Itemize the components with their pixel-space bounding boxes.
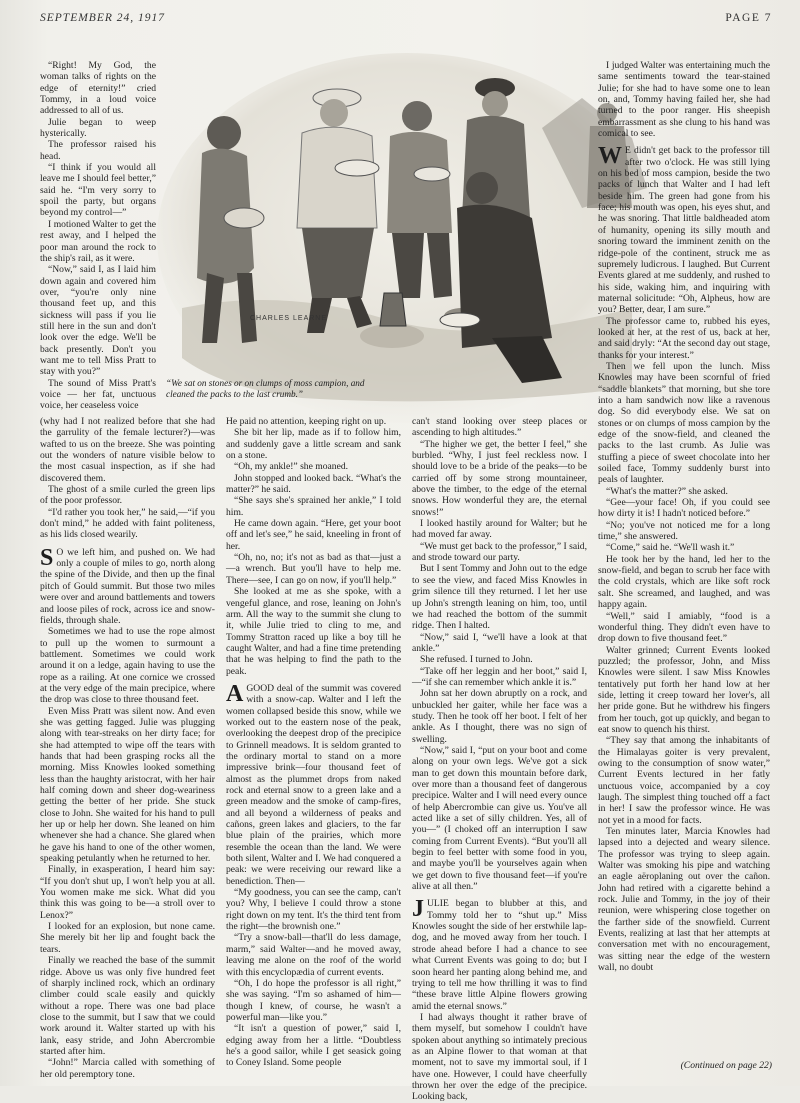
paragraph: GOOD deal of the summit was covered with a snow-cap. Walter and I left the women collapsed beside this snow, while we worked out to the eastern nose of the peak, overlooking the deepest drop of the precipice to Grinnell meadows. It is seldom granted to the ordinary mortal to stand on a more impressive brink—four thousand feet of almost as the plummet drops from naked rock and eternal snow to a green lake and a green meadow and the smoke of camp-fires, and all beyond a wilderness of peaks and cañons, green lakes and glaciers, to the far blue plain of the prairies, which more resemble the ocean than the land. We were both silent, Walter and I. We had conquered a peak: we were receiving our reward like a benediction. Then— — [226, 682, 401, 887]
drop-cap: J — [412, 896, 424, 923]
column-3 — [412, 416, 587, 1103]
paragraph: “My goodness, you can see the camp, can't you? Why, I believe I could throw a stone right down on my tent. It's the third tent from the right—the brownish one.” — [226, 887, 401, 933]
paragraph: “No; you've not noticed me for a long time,” she answered. — [598, 519, 770, 543]
issue-date: SEPTEMBER 24, 1917 — [40, 12, 165, 24]
running-head — [40, 12, 772, 24]
paragraph: The professor came to, rubbed his eyes, looked at her, at the rest of us, back at her, and said dryly: “At the second day out stage, thanks for your interest.” — [598, 315, 770, 361]
paragraph: She refused. I turned to John. — [420, 654, 533, 666]
paragraph: “Now,” said I, as I laid him down again and covered him over, “you're only nine thousand feet up, and this sickness will pass if you lie still here in the sun and don't look over the edge. We'll be back presently. Don't you want me to tell Miss Pratt to stay with you?” — [40, 264, 156, 378]
paragraph: “Now,” said I, “put on your boot and come along on your own legs. We've got a sick man to get down this mountain before dark, over more than a thousand feet of dangerous precipice. Walter and I will need every ounce of help Abercrombie can give us. You've all acted like a set of silly children. Yes, all of you—” (I choked off an interruption I saw coming from Current Events). “But you'll all begin to feel better with some food in you, and maybe you'll be yourselves again when we get down to five thousand feet—if you're alive at all then.” — [412, 744, 587, 893]
paragraph: “Oh, my ankle!” she moaned. — [234, 461, 349, 473]
paragraph: “Now,” said I, “we'll have a look at that ankle.” — [412, 631, 587, 654]
paragraph: I had always thought it rather brave of them myself, but somehow I couldn't have spoken about anything so intimately precious as an Alpine flower to that woman at that moment, not to save my immortal soul, if I have one. However, I could have cheerfully thrown her over the edge of the precipice. Looking back, — [412, 1011, 587, 1103]
paragraph: I looked for an explosion, but none came. She merely bit her lip and fought back the tears. — [40, 921, 215, 955]
paragraph: Sometimes we had to use the rope almost to pull up the women to surmount a battlement. Sometimes we could work around it on a ledge, again having to use the rope as a railing. At one cornice we crossed at the very edge of the main precipice, where the drop was close to three thousand feet. — [40, 626, 215, 706]
paragraph: “I think if you would all leave me I should feel better,” said he. “I'm very sorry to spoil the party, but organs beyond my control—” — [40, 162, 156, 219]
paragraph: “I'd rather you took her,” he said,—“if you don't mind,” he added with faint politeness, as his lids closed wearily. — [40, 506, 215, 541]
paragraph: “Try a snow-ball—that'll do less damage, marm,” said Walter—and he moved away, leaving me alone on the roof of the world with this encyclopædia of current events. — [226, 932, 401, 978]
paragraph: The professor raised his head. — [40, 139, 156, 162]
illustration-caption: “We sat on stones or on clumps of moss campion, and cleaned the packs to the last crumb.” — [166, 378, 365, 399]
paragraph: She looked at me as she spoke, with a vengeful glance, and rose, leaning on John's arm. All the way to the summit she clung to it, while Julie tried to cling to me, and Tommy Stratton raced up like a boy till he caught Walter, and had a fine time pretending that he was helping to find the path to the peak. — [226, 586, 401, 677]
column-1 — [40, 416, 215, 1080]
paragraph: Finally, in exasperation, I heard him say: “If you don't shut up, I won't help you at all. You women make me sick. What did you think this was going to be—a stroll over to Lenox?” — [40, 864, 215, 921]
paragraph: “Oh, I do hope the professor is all right,” she was saying. “I'm so ashamed of him—though I knew, of course, he wasn't a powerful man—like you.” — [226, 977, 401, 1023]
paragraph: E didn't get back to the professor till after two o'clock. He was still lying on his bed of moss campion, beside the two packs of lunch that Walter and I had left beside him. The green had gone from his face; his mouth was open, his eyes shut, and he was snoring. That little baldheaded atom of humanity, opening its silly mouth and snoring toward the imminent zenith on the ridge-pole of the continent, struck me as supremely ludicrous. I laughed. But Current Events glared at me suddenly, and rushed to his side, waking him, and inquiring with maternal solicitude: “Oh, Alpheus, how are you? Better, dear, I am sure.” — [598, 145, 770, 316]
paragraph: “She says she's sprained her ankle,” I told him. — [226, 495, 401, 518]
paragraph: “What's the matter?” she asked. — [606, 485, 728, 497]
column-4 — [598, 60, 770, 1056]
paragraph: Walter grinned; Current Events looked puzzled; the professor, John, and Miss Knowles were silent. I saw Miss Knowles tentatively put forth her hand low at her side, letting it creep toward her lover's, all her pride gone. But he withdrew his fingers from her touch, got up quickly, and began to eat snow to quench his thirst. — [598, 644, 770, 735]
page-number: PAGE 7 — [725, 12, 772, 24]
paragraph: (why had I not realized before that she had the garrulity of the female lecturer?)—was wafted to us on the breeze. She was pointing out the wonders of nature visible below to the most casual inspection, as if she had discovered them. — [40, 416, 215, 484]
paragraph: Julie began to weep hysterically. — [40, 116, 156, 140]
paragraph: “Gee—your face! Oh, if you could see how dirty it is! I hadn't noticed before.” — [598, 497, 770, 520]
continued-notice: (Continued on page 22) — [680, 1060, 772, 1071]
drop-cap: W — [598, 143, 622, 170]
drop-cap: S — [40, 544, 54, 571]
paragraph: Even Miss Pratt was silent now. And even she was getting fagged. Julie was plugging along with tear-streaks on her dirty face; for she had attempted to wipe off the tears with hands that had been grasping rocks all the morning. Miss Knowles looked something less than the haughty aristocrat, with her hair half coming down and sheer dog-weariness getting the better of her pride. She stuck close to John. She waited for his hand to pull her up or help her down. She leaned on him whenever she had a chance. She glared when he gave his hand to one of the other women, speaking petulantly when he returned to her. — [40, 705, 215, 865]
column-1-top — [40, 60, 156, 412]
campfire-sketch-icon — [162, 58, 652, 410]
paragraph: I judged Walter was entertaining much the same sentiments toward the tear-stained Julie; for she had to have some one to lean on, and, Tommy having failed her, she had turned to the poor ranger. His sheepish embarrassment as she clung to his hand was comical to see. — [598, 60, 770, 140]
paragraph: O we left him, and pushed on. We had only a couple of miles to go, north along the spine of the Divide, and then up the final pitch of Gould summit. But those two miles were over and around battlements and towers and loose piles of rock, across ice and snow-fields, through shale. — [40, 546, 215, 626]
paragraph: “Right! My God, the woman talks of rights on the edge of eternity!” cried Tommy, in a loud voice addressed to all of us. — [40, 60, 156, 117]
paragraph: Ten minutes later, Marcia Knowles had lapsed into a dejected and weary silence. The professor was trying to sleep again. Walter was smoking his pipe and watching an eagle aëroplaning out over the cañon. John had retired with a cigarette behind a rock. Julie and Tommy, in the joy of their reunion, were whispering close together on the farther side of the snowfield. Current Events, realizing at last that her attempts at conversation met with no encouragement, was sitting near the edge of the western wall, no doubt — [598, 826, 770, 974]
paragraph: John stopped and looked back. “What's the matter?” he said. — [226, 472, 401, 496]
paragraph: can't stand looking over steep places or ascending to high altitudes.” — [412, 416, 587, 439]
paragraph: ULIE began to blubber at this, and Tommy told her to “shut up.” Miss Knowles sought the side of her erstwhile lap-dog, and he moved away from her touch. I strode ahead before I had a chance to see what Current Events was going to do; but I soon heard her panting along behind me, and trying to tell me how thrilling it was to find “these brave little Alpine flowers growing amid the eternal snows.” — [412, 898, 587, 1012]
paragraph: “Take off her leggin and her boot,” said I,—“if she can remember which ankle it is.” — [412, 665, 587, 688]
paragraph: I looked hastily around for Walter; but he had moved far away. — [412, 518, 587, 541]
paragraph: Finally we reached the base of the summit ridge. Above us was only five hundred feet of sharply inclined rock, which an ordinary climber could scale easily and quickly without a rope. There was one bad place close to the summit, but I saw that we could work around it. Walter started up with his lank, easy stride, and John Abercrombie started after him. — [40, 955, 215, 1057]
paragraph: “Oh, no, no; it's not as bad as that—just a—a wrench. But you'll have to help me. There—see, I can go on now, if you'll help.” — [226, 552, 401, 586]
paragraph: “They say that among the inhabitants of the Himalayas goiter is very prevalent, owing to the consumption of snow water,” Current Events lectured in her fatly unctuous voice, accompanied by a coy laugh. The simplest thing touched off a fact in her! I saw the professor wince. He was not yet in a mood for facts. — [598, 735, 770, 826]
paragraph: “The higher we get, the better I feel,” she burbled. “Why, I just feel reckless now. I should love to be a bride of the peaks—to be carried off by some strong mountaineer, above the timber, to the edge of the eternal snows. How wonderful they are, the eternal snows!” — [412, 438, 587, 518]
column-2 — [226, 416, 401, 1069]
paragraph: “It isn't a question of power,” said I, edging away from her a little. “Doubtless he's a good sailor, while I get seasick going to Coney Island. Some people — [226, 1023, 401, 1069]
artist-signature: CHARLES LEARNE — [250, 315, 328, 322]
paragraph: I motioned Walter to get the rest away, and I helped the poor man around the rock to the ship's rail, as it were. — [40, 218, 156, 264]
paragraph: But I sent Tommy and John out to the edge to see the view, and faced Miss Knowles in grim silence till they returned. I let her use up John's strength leaning on him, too, until we had reached the bottom of the summit ridge. Then I halted. — [412, 563, 587, 632]
paragraph: “Come,” said he. “We'll wash it.” — [606, 542, 735, 554]
paragraph: He took her by the hand, led her to the snow-field, and began to scrub her face with the cold crystals, which are like soft rock salt. She screamed, and laughed, and was happy again. — [598, 553, 770, 611]
paragraph: The sound of Miss Pratt's voice — her fat, unctuous voice, her ceaseless voice — [40, 377, 156, 412]
paragraph: The ghost of a smile curled the green lips of the poor professor. — [40, 484, 215, 507]
paragraph: Then we fell upon the lunch. Miss Knowles may have been scornful of fried “saddle blankets” that morning, but she tore into a ham sandwich now like a ravenous dog. So did everybody else. We sat on stones or on clumps of moss campion by the edge of the snow-field, and cleaned the packs to the last crumb. As Julie was stuffing a piece of sweet chocolate into her soiled face, Tommy suddenly burst into peals of laughter. — [598, 360, 770, 486]
paragraph: He came down again. “Here, get your boot off and let's see,” he said, kneeling in front of her. — [226, 518, 401, 552]
paragraph: John sat her down abruptly on a rock, and unbuckled her gaiter, while her face was a study. Then he took off her boot. I felt of her ankle. As I thought, there was no sign of swelling. — [412, 688, 587, 745]
paragraph: “Well,” said I amiably, “food is a wonderful thing. They didn't even have to drop down to five thousand feet.” — [598, 610, 770, 645]
paragraph: “We must get back to the professor,” I said, and strode toward our party. — [412, 540, 587, 564]
drop-cap: A — [226, 680, 244, 707]
paragraph: “John!” Marcia called with something of her old peremptory tone. — [40, 1057, 215, 1080]
paragraph: He paid no attention, keeping right on up. — [226, 416, 387, 427]
paragraph: She bit her lip, made as if to follow him, and suddenly gave a little scream and sank on a stone. — [226, 427, 401, 462]
